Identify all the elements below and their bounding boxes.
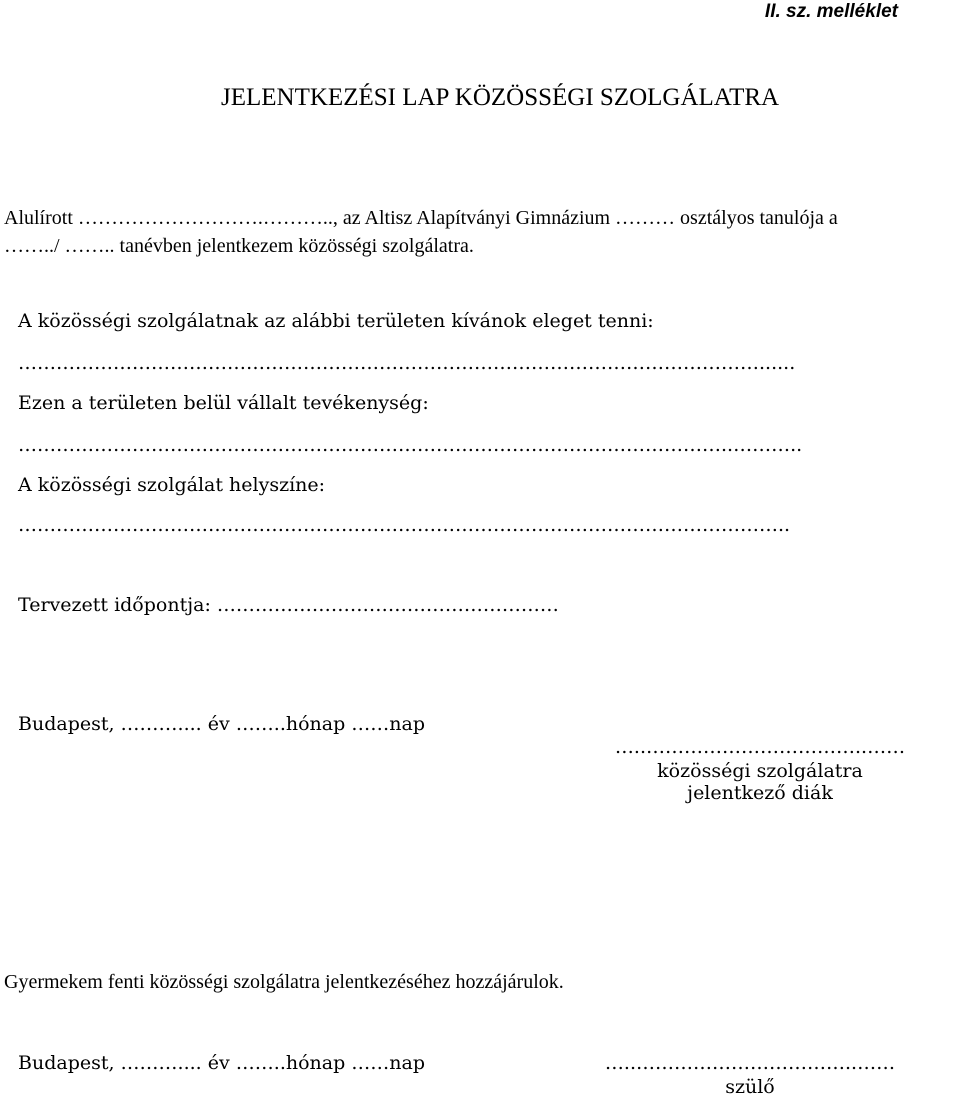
student-signature-label-2: jelentkező diák (687, 782, 833, 804)
parent-date-line: Budapest, ……….... év ……..hónap ……nap (18, 1052, 426, 1074)
activity-label: Ezen a területen belül vállalt tevékenység: (18, 392, 429, 414)
area-label: A közösségi szolgálatnak az alábbi területen kívánok eleget tenni: (18, 310, 654, 332)
planned-time: Tervezett időpontja: ……………………………………………… (18, 594, 559, 616)
annex-label: II. sz. melléklet (764, 1, 898, 22)
student-signature-block (590, 736, 930, 804)
parent-signature-block (585, 1052, 915, 1098)
location-label: A közösségi szolgálat helyszíne: (18, 474, 326, 496)
parent-signature-dots: …..……………………………..…… (604, 1052, 896, 1074)
document-title: JELENTKEZÉSI LAP KÖZÖSSÉGI SZOLGÁLATRA (221, 84, 780, 111)
student-signature-label-1: közösségi szolgálatra (657, 760, 863, 782)
parent-signature-label: szülő (725, 1076, 775, 1098)
intro-line-1: Alulírott ……………………….……….., az Altisz Alapítványi Gimnázium ……… osztályos tanulója a (4, 207, 838, 229)
activity-dots: …………………………………………………………………………………………………..……….. (18, 434, 803, 456)
parent-consent: Gyermekem fenti közösségi szolgálatra jelentkezéséhez hozzájárulok. (4, 971, 564, 993)
intro-line-2: ……../ …….. tanévben jelentkezem közösségi szolgálatra. (4, 235, 474, 257)
area-dots: ………………………………………………………………………………………………………...... (18, 352, 796, 374)
student-signature-dots: …..……………………………..…… (614, 736, 906, 758)
location-dots: ………………………………………………………………………………………………………….. (18, 514, 791, 536)
student-date-line: Budapest, ……….... év ……..hónap ……nap (18, 713, 426, 735)
